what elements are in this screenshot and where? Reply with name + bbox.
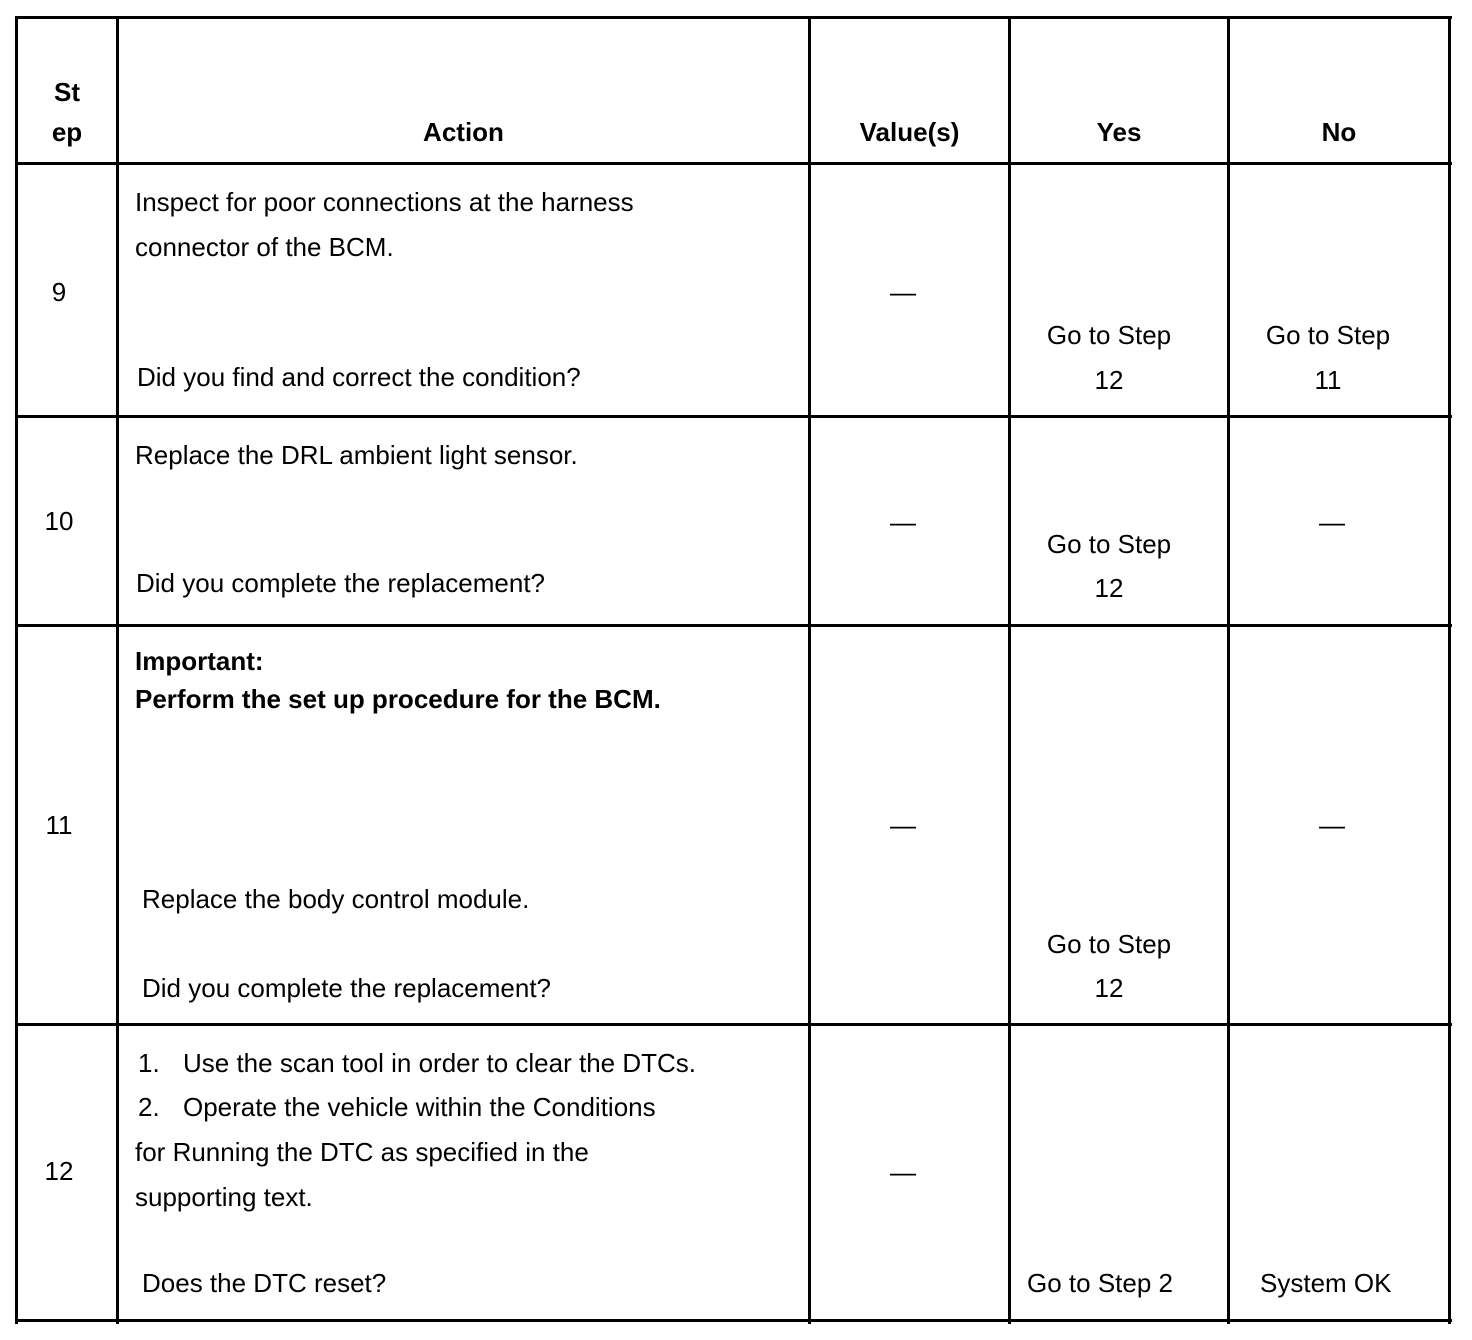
no-cell: — <box>1319 810 1345 840</box>
important-label: Important: <box>135 646 264 676</box>
yes-cell: Go to Step <box>1046 529 1172 559</box>
list-item-continued: supporting text. <box>135 1182 313 1212</box>
yes-cell: Go to Step <box>1046 929 1172 959</box>
row-divider <box>15 1023 1452 1026</box>
header-no: No <box>1321 117 1357 147</box>
list-item: Use the scan tool in order to clear the DTCs. <box>183 1048 697 1078</box>
yes-cell: 12 <box>1094 365 1124 395</box>
list-item: Operate the vehicle within the Conditions <box>183 1092 656 1122</box>
step-number: 11 <box>45 810 73 840</box>
value-cell: — <box>890 810 916 840</box>
table-border-right <box>1448 17 1451 1324</box>
row-divider <box>15 624 1452 627</box>
action-text: connector of the BCM. <box>135 232 394 262</box>
column-divider <box>1227 17 1230 1324</box>
action-question: Did you complete the replacement? <box>142 973 552 1003</box>
value-cell: — <box>890 1157 916 1187</box>
yes-cell: Go to Step 2 <box>1027 1268 1173 1298</box>
yes-cell: 12 <box>1094 973 1124 1003</box>
header-step-line2: ep <box>51 117 83 147</box>
row-divider <box>15 415 1452 418</box>
header-divider <box>15 162 1452 165</box>
action-text: Replace the body control module. <box>142 884 530 914</box>
step-number: 9 <box>51 277 67 307</box>
value-cell: — <box>890 277 916 307</box>
column-divider <box>116 17 119 1324</box>
list-item-continued: for Running the DTC as specified in the <box>135 1137 589 1167</box>
header-action: Action <box>423 117 504 147</box>
yes-cell: Go to Step <box>1046 320 1172 350</box>
step-number: 12 <box>44 1156 74 1186</box>
no-cell: System OK <box>1260 1268 1392 1298</box>
table-border-top <box>15 16 1452 19</box>
action-question: Did you find and correct the condition? <box>137 362 581 392</box>
no-cell: Go to Step <box>1265 320 1391 350</box>
action-text: Replace the DRL ambient light sensor. <box>135 440 578 470</box>
yes-cell: 12 <box>1094 573 1124 603</box>
header-yes: Yes <box>1096 117 1142 147</box>
no-cell: — <box>1319 507 1345 537</box>
list-number: 2. <box>138 1092 160 1122</box>
table-border-bottom <box>15 1319 1452 1322</box>
important-text: Perform the set up procedure for the BCM. <box>135 684 661 714</box>
action-question: Did you complete the replacement? <box>136 568 546 598</box>
header-values: Value(s) <box>859 117 960 147</box>
column-divider <box>1008 17 1011 1324</box>
table-border-left <box>15 17 18 1324</box>
action-text: Inspect for poor connections at the harness <box>135 187 634 217</box>
header-step-line1: St <box>54 77 80 107</box>
value-cell: — <box>890 507 916 537</box>
list-number: 1. <box>138 1048 160 1078</box>
column-divider <box>808 17 811 1324</box>
step-number: 10 <box>44 506 74 536</box>
no-cell: 11 <box>1314 365 1342 395</box>
action-question: Does the DTC reset? <box>142 1268 387 1298</box>
